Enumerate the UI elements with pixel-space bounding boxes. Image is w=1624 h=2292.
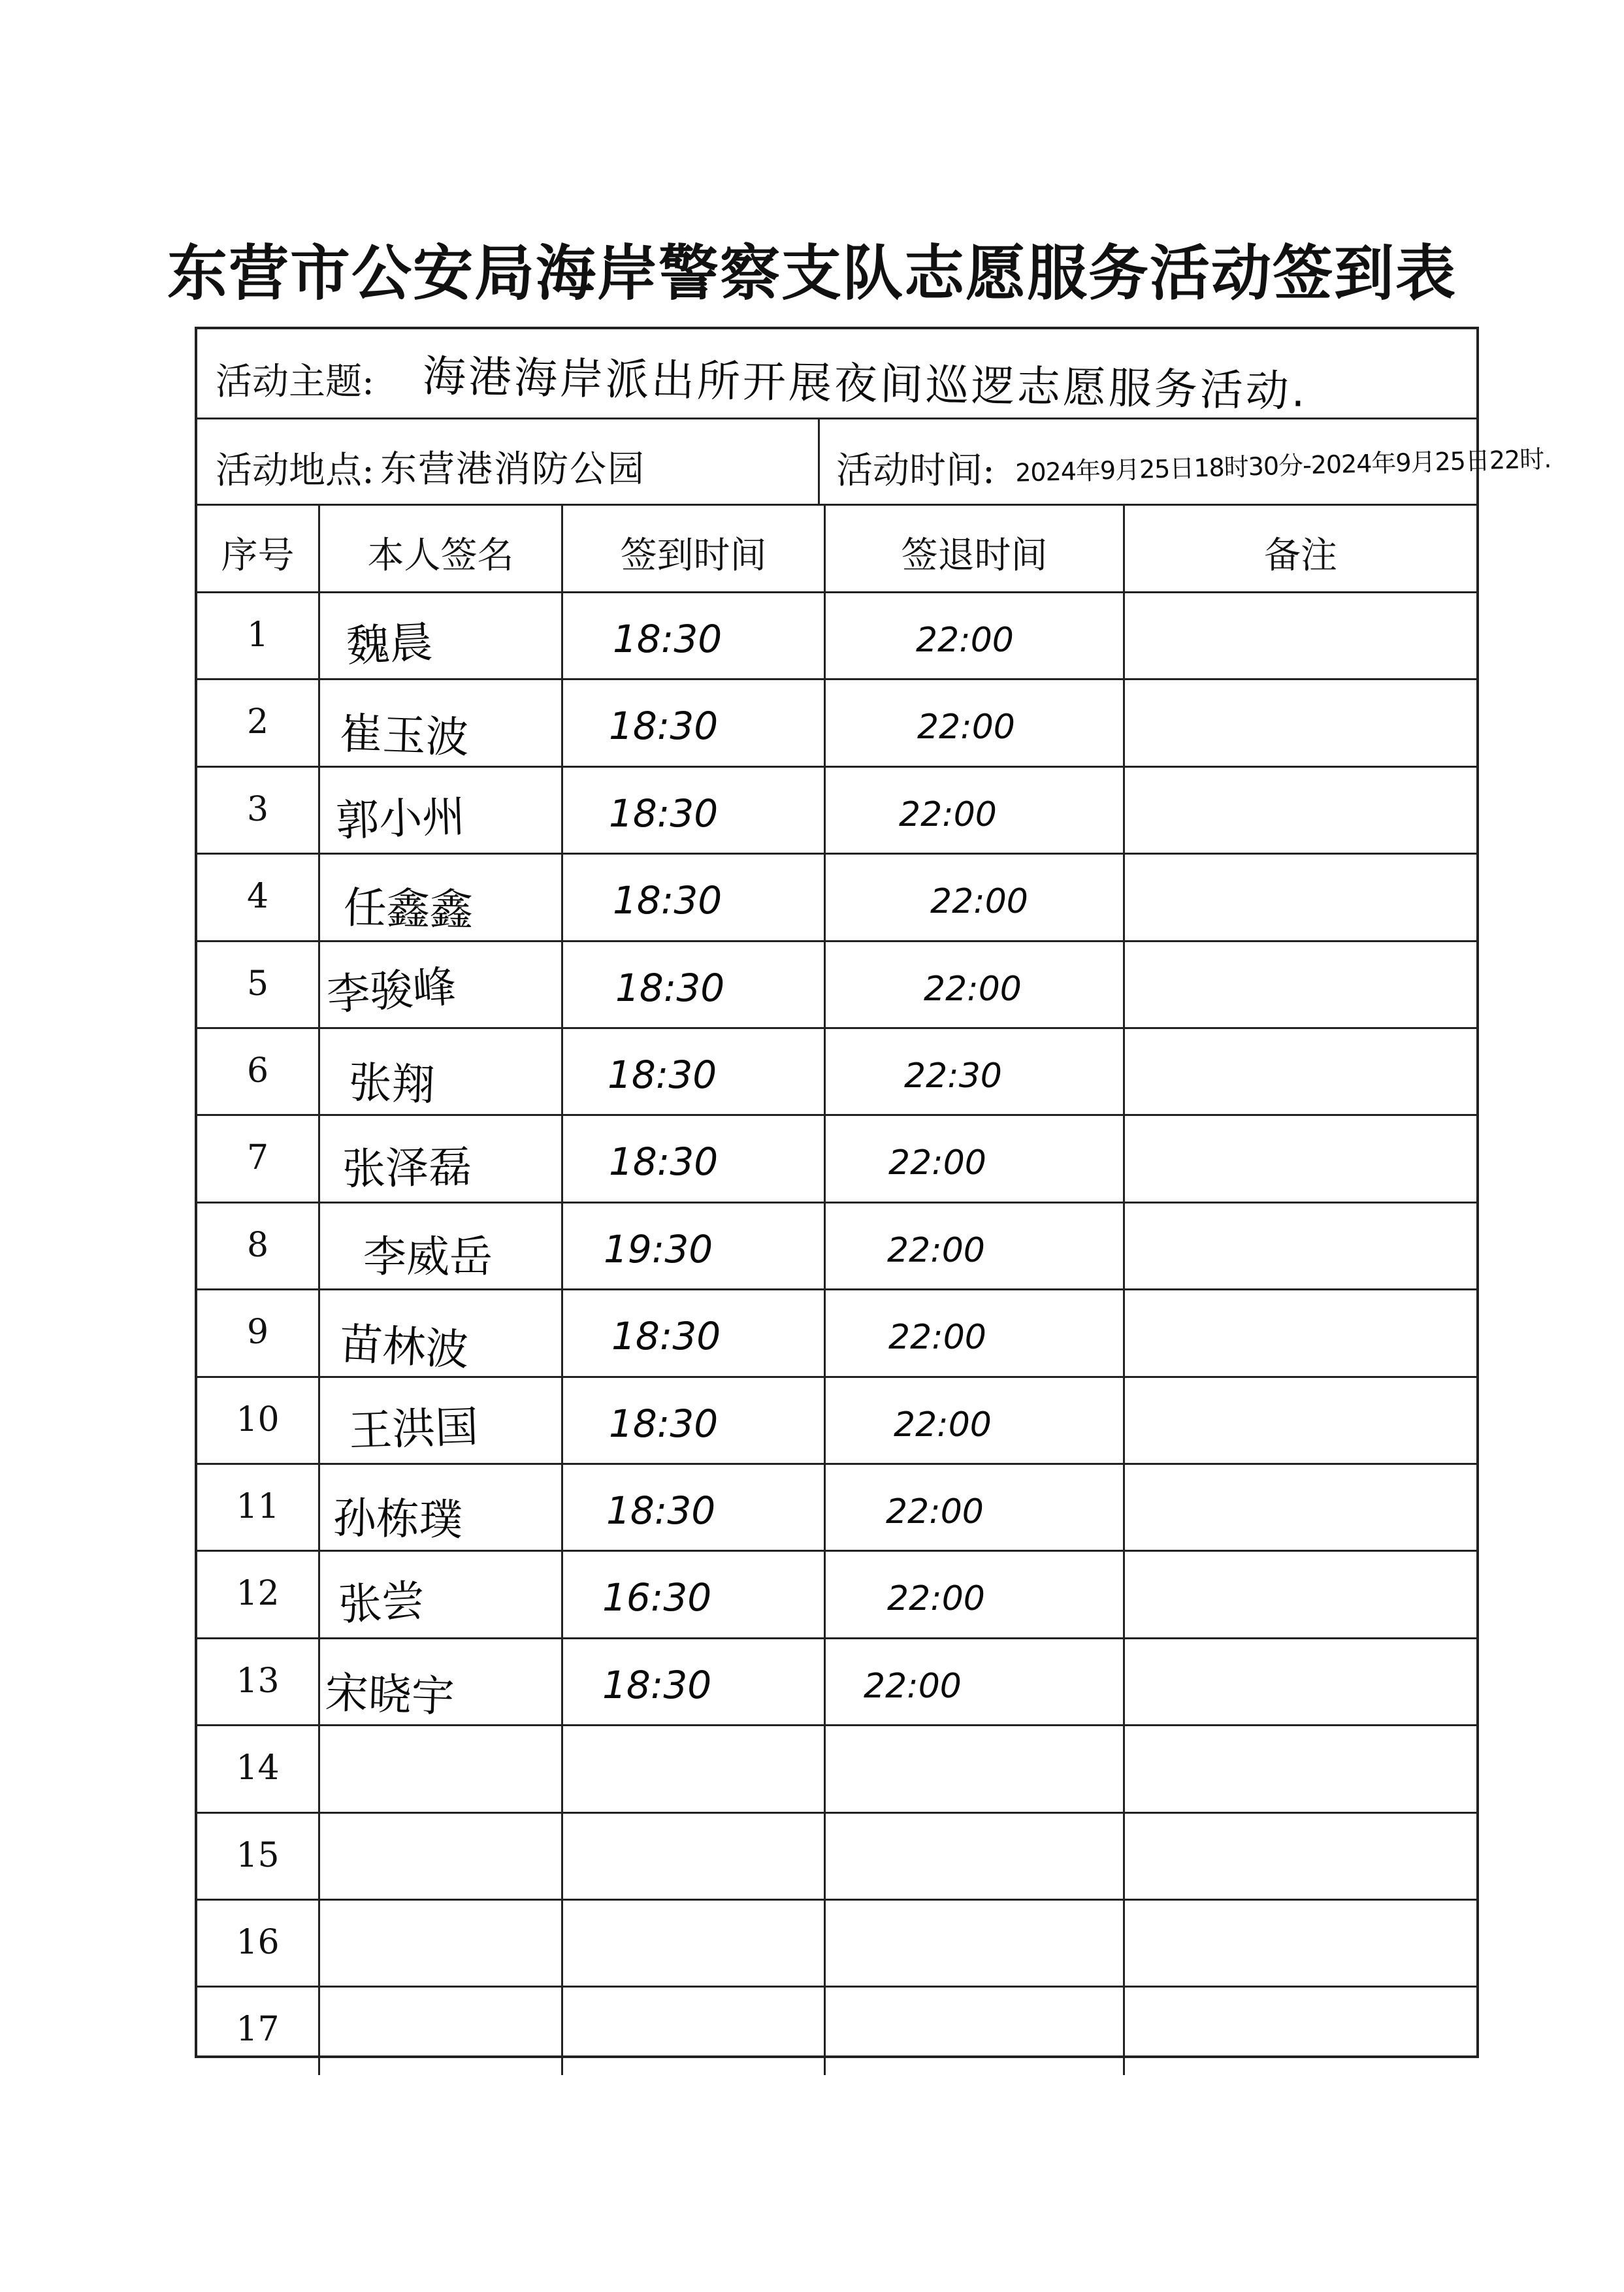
table-row [197, 1378, 1476, 1465]
activity-theme-label: 活动主题: [216, 361, 374, 403]
row-seq: 11 [236, 1487, 280, 1526]
attendance-table [197, 506, 1476, 2055]
row-sign-out-time: 22:00 [886, 1492, 984, 1531]
row-sign-in-time: 18:30 [602, 1662, 712, 1707]
table-row [197, 1726, 1476, 1813]
row-sign-in-time: 18:30 [609, 791, 719, 836]
header-remarks: 备注 [1264, 534, 1337, 577]
row-seq: 17 [236, 2010, 280, 2050]
row-seq: 13 [236, 1661, 280, 1701]
activity-theme-row [197, 329, 1476, 419]
row-seq: 16 [236, 1923, 280, 1962]
header-sign-in-time: 签到时间 [620, 534, 767, 577]
row-sign-out-time: 22:00 [924, 969, 1022, 1009]
row-seq: 9 [246, 1313, 269, 1352]
row-sign-in-time: 18:30 [609, 1139, 719, 1185]
row-signature: 王洪国 [348, 1401, 479, 1456]
row-signature: 孙栋璞 [333, 1493, 463, 1546]
activity-place-time-row [197, 419, 1551, 506]
row-seq: 4 [246, 877, 269, 917]
row-seq: 7 [246, 1138, 269, 1178]
row-signature: 魏晨 [345, 617, 434, 672]
row-signature: 郭小州 [334, 791, 466, 846]
table-row [197, 942, 1476, 1029]
page-title: 东营市公安局海岸警察支队志愿服务活动签到表 [167, 238, 1457, 308]
info-divider [818, 419, 820, 504]
table-row [197, 1988, 1476, 2074]
activity-location-label: 活动地点: [216, 450, 374, 492]
table-row [197, 1029, 1476, 1116]
table-row [197, 593, 1476, 680]
table-row [197, 1814, 1476, 1901]
row-seq: 8 [246, 1225, 269, 1265]
header-sign-out-time: 签退时间 [901, 534, 1048, 577]
row-signature: 宋晓宇 [324, 1667, 456, 1722]
row-seq: 12 [236, 1574, 280, 1614]
row-sign-out-time: 22:00 [930, 882, 1028, 922]
row-signature: 张翔 [348, 1057, 436, 1111]
table-row [197, 1901, 1476, 1988]
activity-theme-value: 海港海岸派出所开展夜间巡逻志愿服务活动. [422, 351, 1308, 417]
row-sign-in-time: 18:30 [613, 617, 723, 661]
table-row [197, 1552, 1476, 1639]
row-sign-out-time: 22:00 [864, 1666, 962, 1706]
row-seq: 6 [246, 1051, 269, 1090]
row-signature: 张尝 [337, 1575, 427, 1631]
table-header-row [197, 506, 1476, 593]
row-sign-in-time: 16:30 [602, 1575, 712, 1620]
row-sign-in-time: 18:30 [611, 1314, 721, 1359]
row-sign-in-time: 19:30 [604, 1226, 713, 1271]
row-sign-out-time: 22:30 [904, 1056, 1002, 1096]
row-signature: 李威岳 [363, 1231, 493, 1282]
header-seq: 序号 [221, 534, 295, 577]
row-signature: 崔玉波 [338, 708, 470, 764]
row-seq: 5 [246, 964, 269, 1004]
row-sign-out-time: 22:00 [888, 1143, 986, 1183]
row-seq: 10 [236, 1400, 280, 1439]
row-sign-out-time: 22:00 [887, 1230, 985, 1270]
row-seq: 2 [246, 702, 269, 742]
row-sign-out-time: 22:00 [916, 621, 1014, 660]
row-sign-in-time: 18:30 [609, 704, 719, 749]
table-row [197, 855, 1476, 941]
row-sign-in-time: 18:30 [615, 965, 725, 1010]
activity-time-value: 2024年9月25日18时30分-2024年9月25日22时. [1015, 444, 1551, 487]
activity-time-label: 活动时间: [836, 450, 995, 492]
row-signature: 任鑫鑫 [343, 883, 474, 936]
row-sign-in-time: 18:30 [606, 1488, 716, 1533]
header-signature: 本人签名 [367, 534, 514, 577]
activity-location-value: 东营港消防公园 [380, 448, 645, 491]
table-row [197, 1465, 1476, 1552]
row-signature: 张泽磊 [342, 1141, 472, 1195]
table-row [197, 1290, 1476, 1377]
row-sign-out-time: 22:00 [899, 794, 997, 834]
row-signature: 李骏峰 [325, 960, 458, 1021]
row-sign-out-time: 22:00 [887, 1579, 985, 1619]
row-sign-out-time: 22:00 [894, 1405, 992, 1445]
sign-in-sheet [195, 327, 1551, 2058]
table-row [197, 768, 1476, 855]
row-seq: 1 [246, 615, 269, 655]
table-row [197, 1116, 1476, 1203]
table-row [197, 680, 1476, 767]
row-sign-in-time: 18:30 [609, 1401, 719, 1446]
row-signature: 苗林波 [338, 1318, 470, 1376]
row-sign-out-time: 22:00 [917, 708, 1015, 747]
row-seq: 3 [246, 789, 269, 829]
table-row [197, 1639, 1476, 1726]
row-seq: 14 [236, 1748, 280, 1788]
row-sign-out-time: 22:00 [888, 1318, 986, 1358]
row-sign-in-time: 18:30 [613, 878, 723, 923]
row-seq: 15 [236, 1835, 280, 1875]
row-sign-in-time: 18:30 [608, 1053, 717, 1097]
table-row [197, 1203, 1476, 1290]
